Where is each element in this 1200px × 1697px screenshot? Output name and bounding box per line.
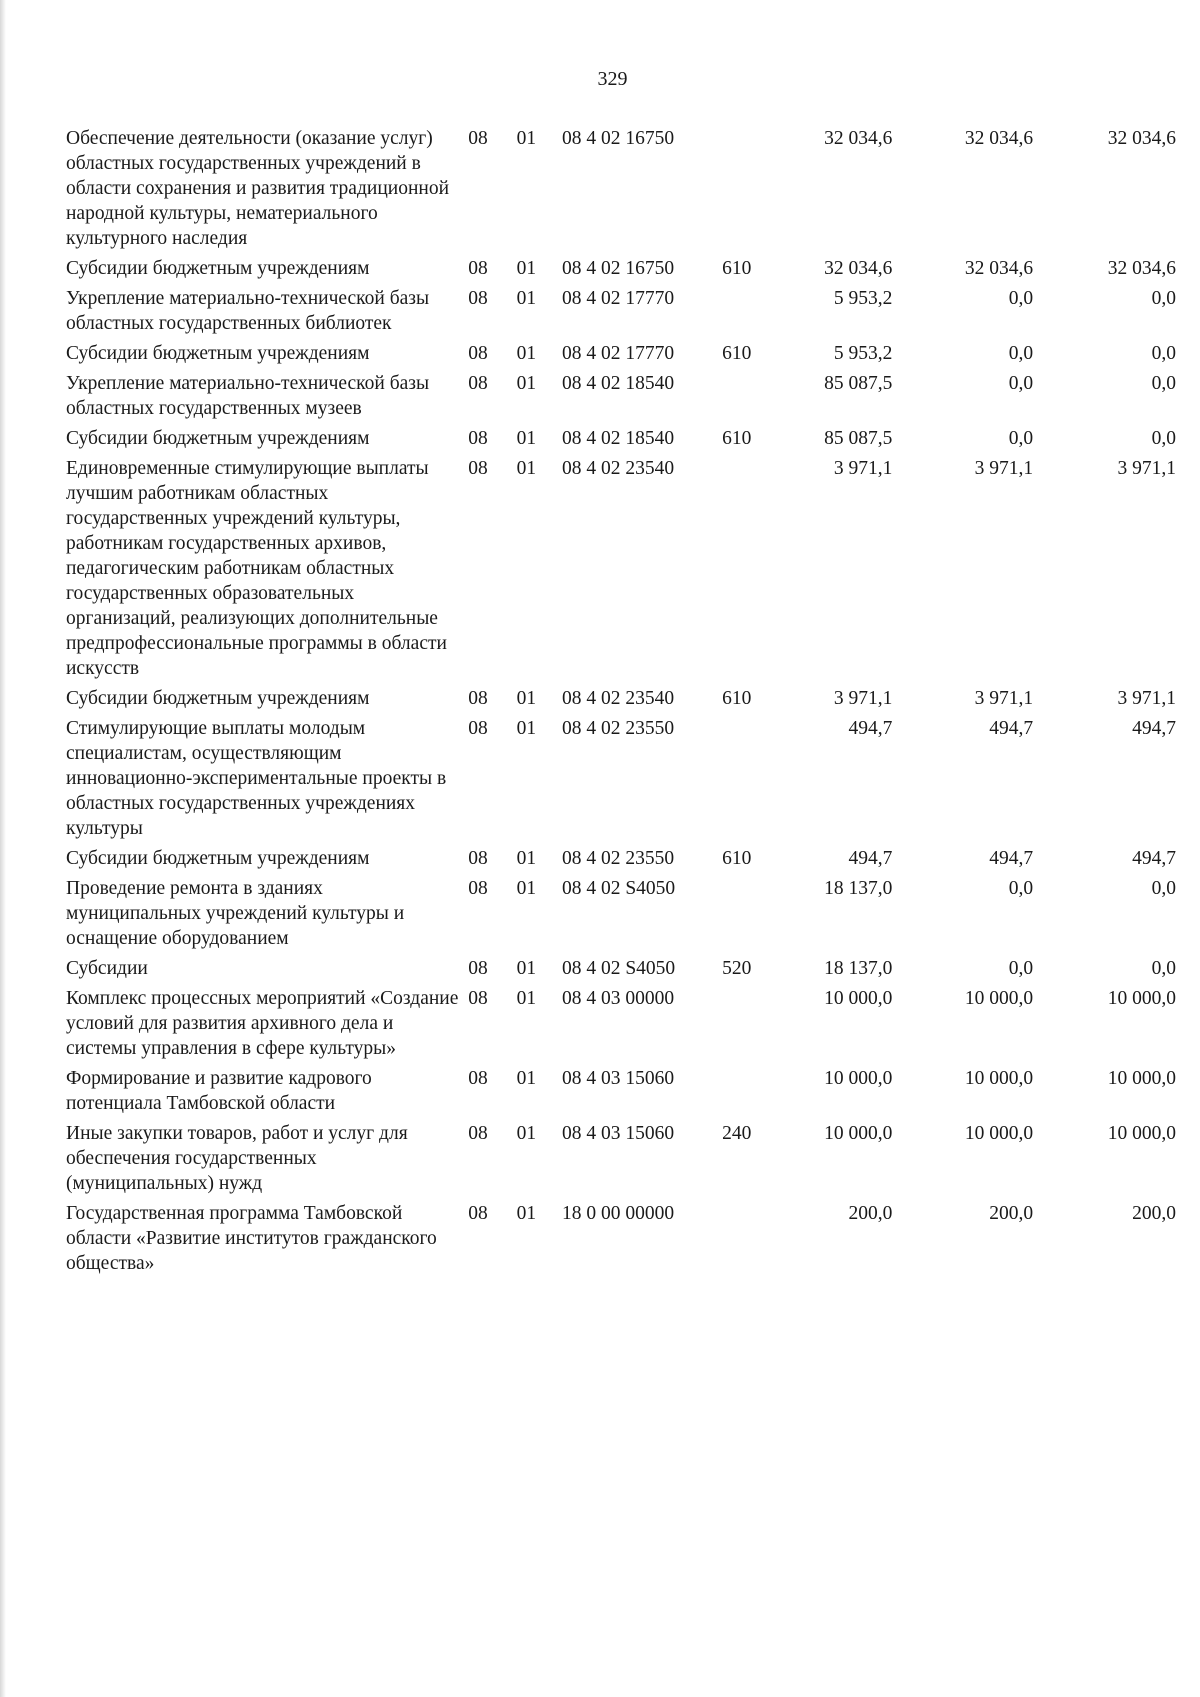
row-target-article-code: 08 4 02 S4050 [561,958,676,979]
row-amount-year-2: 494,7 [989,718,1034,739]
table-row [66,1121,1176,1201]
row-section-code: 08 [468,1203,488,1224]
row-target-article-code: 08 4 02 17770 [561,288,675,309]
row-target-article-code: 08 4 02 16750 [561,128,675,149]
row-section-code: 08 [468,718,488,739]
row-section-code: 08 [468,258,488,279]
table-row [66,126,1176,256]
row-name: Единовременные стимулирующие выплаты лучшим работникам областных государственных учреждений культуры, работникам государственных архивов, педагогическим работникам областных государственных образовательных организаций, реализующих дополнительные предпрофессиональные программы в области искусств [66,458,447,679]
row-amount-year-3: 3 971,1 [1117,458,1176,479]
row-amount-year-1: 5 953,2 [833,343,893,364]
table-row [66,341,1176,371]
row-expense-type-code: 610 [722,258,752,279]
row-amount-year-3: 0,0 [1151,343,1176,364]
row-amount-year-3: 0,0 [1151,428,1176,449]
row-subsection-code: 01 [516,458,537,479]
row-section-code: 08 [468,988,488,1009]
row-section-code: 08 [468,848,488,869]
row-expense-type-code [722,1066,788,1121]
page-number: 329 [597,68,628,90]
table-row [66,1201,1176,1281]
row-amount-year-1: 32 034,6 [824,258,893,279]
row-subsection-code: 01 [516,1203,537,1224]
budget-table [66,126,1176,1281]
table-row [66,716,1176,846]
row-amount-year-2: 0,0 [1008,878,1034,899]
row-target-article-code: 08 4 02 18540 [561,373,675,394]
row-amount-year-1: 18 137,0 [824,958,893,979]
row-name: Обеспечение деятельности (оказание услуг) областных государственных учреждений в области сохранения и развития традиционной народной культуры, нематериального культурного наследия [66,128,450,249]
row-target-article-code: 08 4 03 00000 [561,988,675,1009]
row-amount-year-3: 32 034,6 [1107,258,1176,279]
row-name: Формирование и развитие кадрового потенциала Тамбовской области [66,1068,372,1114]
row-name: Субсидии [66,958,148,979]
row-amount-year-3: 10 000,0 [1107,988,1176,1009]
row-amount-year-2: 0,0 [1008,958,1034,979]
row-amount-year-1: 10 000,0 [824,1123,893,1144]
row-section-code: 08 [468,458,488,479]
row-target-article-code: 18 0 00 00000 [561,1203,675,1224]
row-amount-year-1: 85 087,5 [824,428,893,449]
row-section-code: 08 [468,1068,488,1089]
row-section-code: 08 [468,878,488,899]
row-name: Стимулирующие выплаты молодым специалистам, осуществляющим инновационно-экспериментальные проекты в областных государственных учреждениях культуры [66,718,447,839]
row-amount-year-3: 3 971,1 [1117,688,1176,709]
row-amount-year-3: 10 000,0 [1107,1068,1176,1089]
row-name: Иные закупки товаров, работ и услуг для обеспечения государственных (муниципальных) нужд [66,1123,408,1194]
table-row [66,456,1176,686]
row-expense-type-code [722,126,788,256]
row-subsection-code: 01 [516,688,537,709]
row-subsection-code: 01 [516,428,537,449]
table-row [66,986,1176,1066]
row-name: Государственная программа Тамбовской области «Развитие институтов гражданского общества» [66,1203,437,1274]
table-row [66,686,1176,716]
row-name: Проведение ремонта в зданиях муниципальных учреждений культуры и оснащение оборудованием [66,878,405,949]
table-row [66,876,1176,956]
row-expense-type-code: 520 [722,958,752,979]
row-amount-year-2: 200,0 [989,1203,1034,1224]
row-name: Субсидии бюджетным учреждениям [66,428,370,449]
row-amount-year-3: 32 034,6 [1107,128,1176,149]
row-section-code: 08 [468,428,488,449]
row-name: Укрепление материально-технической базы областных государственных музеев [66,373,430,419]
row-target-article-code: 08 4 02 17770 [561,343,675,364]
row-section-code: 08 [468,288,488,309]
row-amount-year-2: 32 034,6 [964,258,1034,279]
row-amount-year-2: 10 000,0 [964,988,1034,1009]
row-subsection-code: 01 [516,343,537,364]
row-section-code: 08 [468,373,488,394]
row-subsection-code: 01 [516,373,537,394]
row-target-article-code: 08 4 02 18540 [561,428,675,449]
row-amount-year-1: 85 087,5 [824,373,893,394]
row-target-article-code: 08 4 03 15060 [561,1123,675,1144]
row-expense-type-code [722,456,788,686]
row-section-code: 08 [468,1123,488,1144]
budget-table-body [66,126,1176,1281]
row-amount-year-1: 494,7 [848,848,893,869]
row-amount-year-1: 10 000,0 [824,988,893,1009]
row-amount-year-2: 32 034,6 [964,128,1034,149]
row-expense-type-code [722,716,788,846]
row-subsection-code: 01 [516,848,537,869]
row-amount-year-2: 10 000,0 [964,1068,1034,1089]
row-amount-year-2: 0,0 [1008,373,1034,394]
row-subsection-code: 01 [516,258,537,279]
row-amount-year-2: 3 971,1 [974,688,1034,709]
row-expense-type-code: 610 [722,688,752,709]
row-amount-year-3: 200,0 [1132,1203,1176,1224]
row-expense-type-code [722,876,788,956]
row-name: Комплекс процессных мероприятий «Создание условий для развития архивного дела и системы управления в сфере культуры» [66,988,459,1059]
row-name: Субсидии бюджетным учреждениям [66,258,370,279]
row-expense-type-code [722,986,788,1066]
row-target-article-code: 08 4 02 16750 [561,258,675,279]
row-expense-type-code: 610 [722,848,752,869]
table-row [66,286,1176,341]
row-amount-year-3: 0,0 [1151,878,1176,899]
row-target-article-code: 08 4 02 23540 [561,688,675,709]
row-expense-type-code [722,1201,788,1281]
table-row [66,846,1176,876]
row-target-article-code: 08 4 02 23540 [561,458,675,479]
row-amount-year-1: 200,0 [848,1203,893,1224]
row-amount-year-3: 0,0 [1151,288,1176,309]
row-subsection-code: 01 [516,1068,537,1089]
row-subsection-code: 01 [516,878,537,899]
row-target-article-code: 08 4 02 23550 [561,718,675,739]
row-amount-year-3: 494,7 [1132,848,1176,869]
row-target-article-code: 08 4 02 S4050 [561,878,676,899]
row-subsection-code: 01 [516,988,537,1009]
row-amount-year-1: 32 034,6 [824,128,893,149]
row-name: Укрепление материально-технической базы областных государственных библиотек [66,288,430,334]
row-name: Субсидии бюджетным учреждениям [66,688,370,709]
row-amount-year-1: 5 953,2 [833,288,893,309]
row-amount-year-2: 494,7 [989,848,1034,869]
row-amount-year-2: 0,0 [1008,343,1034,364]
row-amount-year-3: 494,7 [1132,718,1176,739]
table-row [66,371,1176,426]
row-amount-year-1: 18 137,0 [824,878,893,899]
row-amount-year-2: 10 000,0 [964,1123,1034,1144]
row-target-article-code: 08 4 02 23550 [561,848,675,869]
table-row [66,1066,1176,1121]
row-expense-type-code [722,286,788,341]
row-expense-type-code [722,371,788,426]
row-amount-year-1: 3 971,1 [833,458,893,479]
table-row [66,426,1176,456]
row-subsection-code: 01 [516,1123,537,1144]
row-amount-year-1: 10 000,0 [824,1068,893,1089]
row-section-code: 08 [468,128,488,149]
row-amount-year-3: 0,0 [1151,373,1176,394]
row-amount-year-2: 3 971,1 [974,458,1034,479]
row-name: Субсидии бюджетным учреждениям [66,343,370,364]
row-section-code: 08 [468,343,488,364]
row-target-article-code: 08 4 03 15060 [561,1068,675,1089]
row-name: Субсидии бюджетным учреждениям [66,848,370,869]
row-expense-type-code: 610 [722,343,752,364]
row-section-code: 08 [468,958,488,979]
row-subsection-code: 01 [516,718,537,739]
row-amount-year-3: 10 000,0 [1107,1123,1176,1144]
row-amount-year-3: 0,0 [1151,958,1176,979]
row-amount-year-2: 0,0 [1008,288,1034,309]
row-subsection-code: 01 [516,958,537,979]
row-amount-year-1: 494,7 [848,718,893,739]
row-section-code: 08 [468,688,488,709]
row-amount-year-2: 0,0 [1008,428,1034,449]
row-expense-type-code: 240 [722,1123,752,1144]
table-row [66,956,1176,986]
row-amount-year-1: 3 971,1 [833,688,893,709]
row-subsection-code: 01 [516,128,537,149]
row-subsection-code: 01 [516,288,537,309]
scan-edge-shadow [0,0,6,1697]
row-expense-type-code: 610 [722,428,752,449]
table-row [66,256,1176,286]
